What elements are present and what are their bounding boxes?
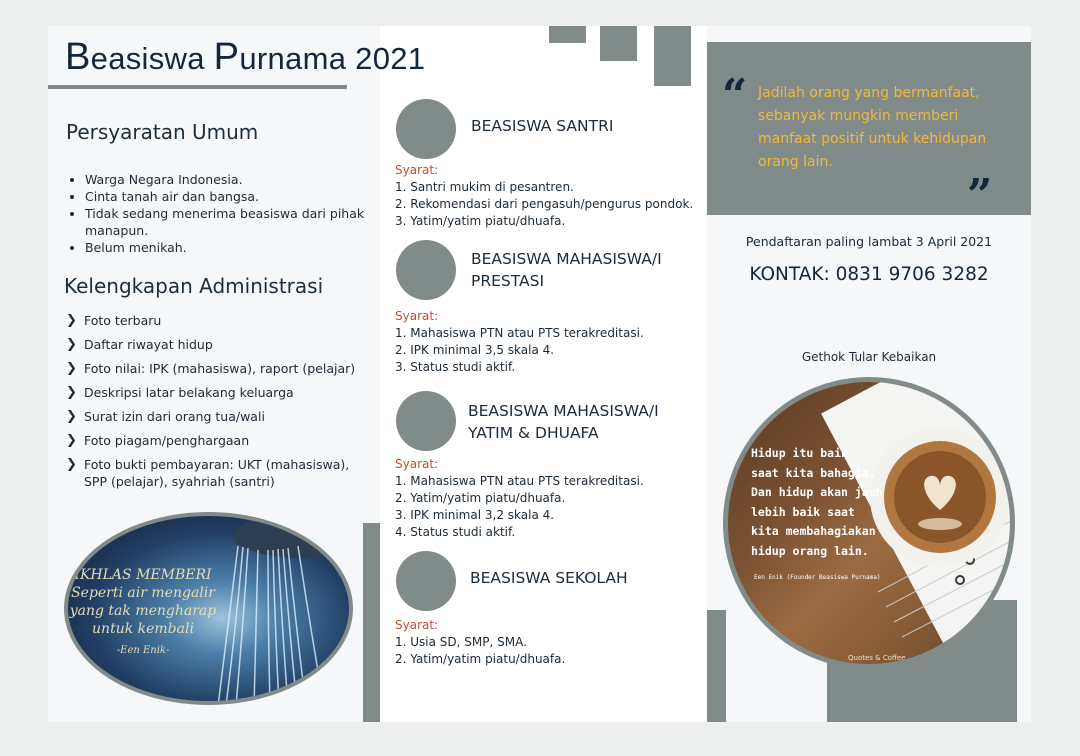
chevron-right-icon: ❯ xyxy=(66,337,77,352)
list-item: • Belum menikah. xyxy=(85,239,385,256)
scholarship-4-requirements: Syarat: 1. Usia SD, SMP, SMA. 2. Yatim/yatim piatu/dhuafa. xyxy=(395,618,566,666)
open-quote-icon: “ xyxy=(722,70,748,121)
general-requirements-list xyxy=(66,171,385,256)
deco-bar-left-mid xyxy=(363,523,380,722)
slogan: Gethok Tular Kebaikan xyxy=(801,350,937,364)
close-quote-icon: ” xyxy=(967,170,993,221)
deco-block-top-3 xyxy=(654,26,691,86)
coffee-quote-credit: Een Enik (Founder Beasiswa Purnama) xyxy=(754,574,881,581)
deco-block-top-1 xyxy=(549,26,586,43)
deco-bar-right-mid xyxy=(707,610,726,722)
scholarship-3-requirements: Syarat: 1. Mahasiswa PTN atau PTS terakreditasi. 2. Yatim/yatim piatu/dhuafa. 3. IPK minimal 3,2 skala 4. 4. Status studi aktif. xyxy=(395,457,644,539)
list-item: ❯ Deskripsi latar belakang keluarga xyxy=(66,385,294,400)
scholarship-1-requirements: Syarat: 1. Santri mukim di pesantren. 2. Rekomendasi dari pengasuh/pengurus pondok. 3. Yatim/yatim piatu/dhuafa. xyxy=(395,163,694,228)
list-item: • Tidak sedang menerima beasiswa dari pihak manapun. xyxy=(85,205,385,239)
list-item: ❯ Foto bukti pembayaran: UKT (mahasiswa), SPP (pelajar), syahriah (santri) xyxy=(66,457,350,489)
list-item: ❯ Foto terbaru xyxy=(66,313,162,328)
scholarship-3-title: BEASISWA MAHASISWA/I YATIM & DHUAFA xyxy=(468,402,659,442)
scholarship-1-circle xyxy=(396,99,456,159)
chevron-right-icon: ❯ xyxy=(66,433,77,448)
list-item: • Cinta tanah air dan bangsa. xyxy=(85,188,385,205)
coffee-quote-text: Hidup itu baik saat kita bahagia. Dan hidup akan jauh lebih baik saat kita membahagiakan hidup orang lain. xyxy=(751,446,883,558)
chevron-right-icon: ❯ xyxy=(66,313,77,328)
list-item: • Warga Negara Indonesia. xyxy=(85,171,385,188)
title-underline xyxy=(48,85,347,89)
deco-block-top-2 xyxy=(600,26,637,61)
motto-text: Jadilah orang yang bermanfaat, sebanyak mungkin memberi manfaat positif untuk kehidupan orang lain. xyxy=(758,85,987,170)
administration-list xyxy=(66,312,366,497)
general-requirements-heading: Persyaratan Umum xyxy=(66,120,259,144)
water-quote-text: IKHLAS MEMBERI Seperti air mengalir yang tak mengharap untuk kembali -Een Enik- xyxy=(69,567,217,656)
registration-deadline: Pendaftaran paling lambat 3 April 2021 xyxy=(745,234,993,249)
list-item: ❯ Daftar riwayat hidup xyxy=(66,337,213,352)
administration-heading: Kelengkapan Administrasi xyxy=(64,274,324,298)
water-quote-image xyxy=(64,512,353,705)
scholarship-3-circle xyxy=(396,391,456,451)
chevron-right-icon: ❯ xyxy=(66,409,77,424)
page-title: Beasiswa Purnama 2021 xyxy=(65,36,426,78)
list-item: ❯ Surat izin dari orang tua/wali xyxy=(66,409,265,424)
chevron-right-icon: ❯ xyxy=(66,457,77,472)
scholarship-2-requirements: Syarat: 1. Mahasiswa PTN atau PTS terakreditasi. 2. IPK minimal 3,5 skala 4. 3. Status studi aktif. xyxy=(395,309,644,374)
list-item: ❯ Foto nilai: IPK (mahasiswa), raport (pelajar) xyxy=(66,361,356,376)
coffee-quote-image xyxy=(723,377,1015,669)
scholarship-4-circle xyxy=(396,551,456,611)
scholarship-4-title: BEASISWA SEKOLAH xyxy=(470,569,628,587)
scholarship-2-circle xyxy=(396,240,456,300)
contact-number: KONTAK: 0831 9706 3282 xyxy=(749,264,989,285)
chevron-right-icon: ❯ xyxy=(66,385,77,400)
chevron-right-icon: ❯ xyxy=(66,361,77,376)
list-item: ❯ Foto piagam/penghargaan xyxy=(66,433,250,448)
scholarship-1-title: BEASISWA SANTRI xyxy=(471,117,614,135)
coffee-image-footer: Quotes & Coffee xyxy=(848,654,906,662)
scholarship-2-title: BEASISWA MAHASISWA/I PRESTASI xyxy=(471,250,662,290)
